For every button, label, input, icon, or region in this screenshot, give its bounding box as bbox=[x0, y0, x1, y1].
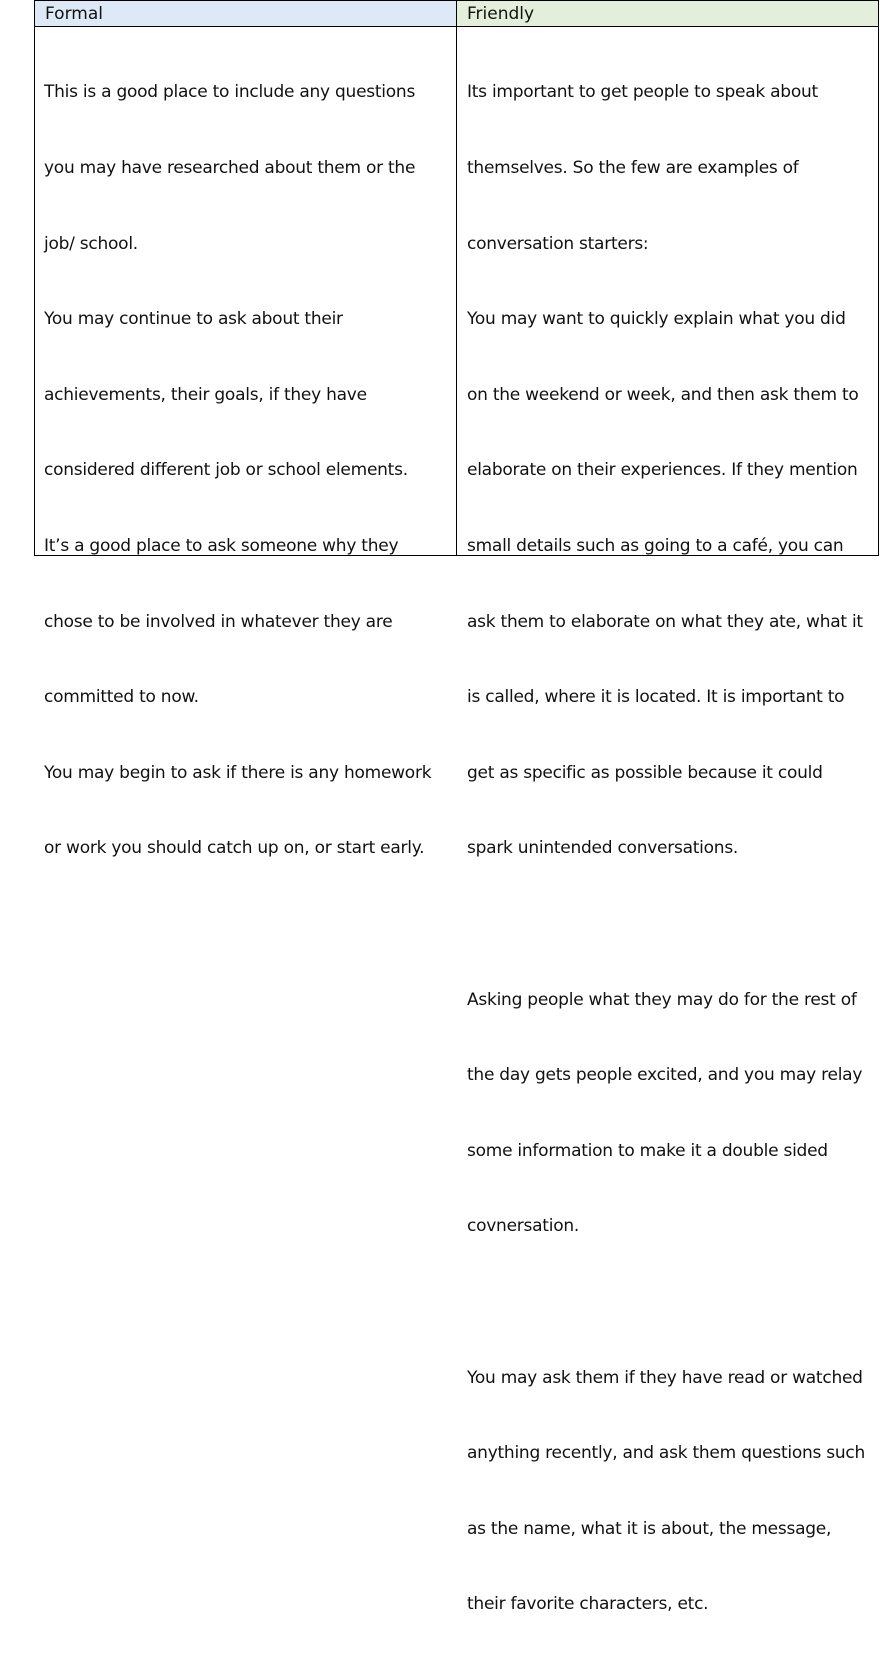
friendly-line: conversation starters: bbox=[467, 233, 649, 254]
formal-line: You may continue to ask about their bbox=[44, 309, 343, 330]
header-friendly: Friendly bbox=[457, 1, 878, 27]
friendly-line bbox=[467, 1290, 873, 1315]
column-divider bbox=[456, 1, 457, 555]
friendly-line bbox=[467, 912, 873, 937]
formal-cell bbox=[44, 30, 450, 912]
friendly-line: ask them to elaborate on what they ate, what it bbox=[467, 611, 863, 632]
friendly-line: themselves. So the few are examples of bbox=[467, 158, 799, 178]
friendly-line: get as specific as possible because it could bbox=[467, 762, 823, 783]
comparison-table bbox=[34, 0, 879, 1615]
friendly-line: as the name, what it is about, the message, bbox=[467, 1518, 832, 1539]
formal-line: This is a good place to include any questions bbox=[44, 82, 416, 103]
friendly-line: spark unintended conversations. bbox=[467, 838, 739, 859]
friendly-line: is called, where it is located. It is important to bbox=[467, 687, 845, 708]
formal-line: You may begin to ask if there is any homework bbox=[44, 762, 432, 783]
friendly-line: Its important to get people to speak about bbox=[467, 82, 818, 103]
friendly-cell bbox=[467, 30, 873, 1668]
friendly-line: the day gets people excited, and you may relay bbox=[467, 1065, 863, 1086]
formal-line: It’s a good place to ask someone why they bbox=[44, 535, 399, 556]
friendly-line: You may ask them if they have read or watched bbox=[467, 1367, 863, 1388]
friendly-line: Asking people what they may do for the rest of bbox=[467, 989, 857, 1010]
formal-line: considered different job or school elements. bbox=[44, 460, 408, 481]
friendly-line: elaborate on their experiences. If they mention bbox=[467, 460, 858, 481]
friendly-line: anything recently, and ask them questions such bbox=[467, 1443, 866, 1464]
friendly-line: on the weekend or week, and then ask them to bbox=[467, 384, 859, 405]
formal-line: or work you should catch up on, or start early. bbox=[44, 838, 425, 859]
formal-line: job/ school. bbox=[44, 233, 138, 254]
formal-line: achievements, their goals, if they have bbox=[44, 384, 367, 405]
friendly-line: small details such as going to a café, you can bbox=[467, 535, 844, 556]
friendly-line: their favorite characters, etc. bbox=[467, 1594, 709, 1615]
header-formal: Formal bbox=[35, 1, 457, 27]
friendly-line: some information to make it a double sided bbox=[467, 1140, 828, 1161]
formal-line: committed to now. bbox=[44, 687, 199, 708]
formal-line: you may have researched about them or the bbox=[44, 158, 416, 178]
formal-line: chose to be involved in whatever they are bbox=[44, 611, 393, 632]
friendly-line: You may want to quickly explain what you did bbox=[467, 309, 846, 330]
friendly-line: covnersation. bbox=[467, 1216, 580, 1237]
